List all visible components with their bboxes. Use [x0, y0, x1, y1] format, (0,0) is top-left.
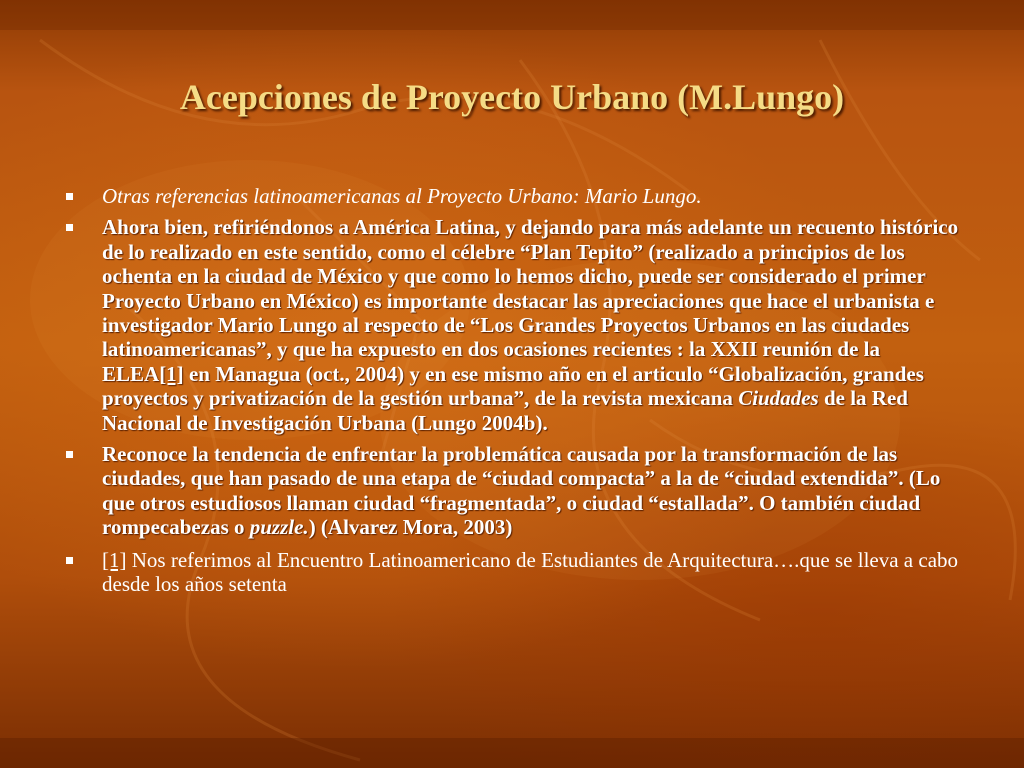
- bullet-item: [60, 184, 960, 208]
- bullet-item: [60, 215, 960, 435]
- footnote-text: Nos referimos al Encuentro Latinoamericano de Estudiantes de Arquitectura….que se lleva a cabo desde los años setenta: [102, 547, 959, 597]
- footnote: [102, 548, 960, 597]
- square-bullet-icon: [66, 224, 73, 231]
- square-bullet-icon: [66, 451, 73, 458]
- square-bullet-icon: [66, 557, 73, 564]
- journal-title: Ciudades: [738, 386, 819, 411]
- bullet-text: Otras referencias latinoamericanas al Proyecto Urbano: Mario Lungo.: [102, 184, 702, 208]
- slide-title: Acepciones de Proyecto Urbano (M.Lungo): [179, 77, 845, 117]
- bullet-text: en Managua (oct., 2004) y en ese mismo año en el articulo “Globalización, grandes proyectos y privatización de la gestión urbana”, de la revista mexicana: [102, 361, 924, 411]
- square-bullet-icon: [66, 193, 73, 200]
- bullet-item: [60, 548, 960, 597]
- bullet-item: [60, 442, 960, 540]
- slide-body: [60, 184, 960, 604]
- bullet-text: Reconoce la tendencia de enfrentar la problemática causada por la transformación de las ciudades, que han pasado de una etapa de “ciudad compacta” a la de “ciudad extendida”. (Lo que otros estudiosos llaman ciudad “fragmentada”, o ciudad “estallada”. O también ciudad rompecabezas o: [102, 442, 941, 540]
- footnote-link[interactable]: [1]: [102, 547, 127, 572]
- bullet-text: de la Red Nacional de Investigación Urbana (Lungo 2004b).: [102, 386, 908, 435]
- bullet-text: Ahora bien, refiriéndonos a América Latina, y dejando para más adelante un recuento histórico de lo realizado en este sentido, como el célebre “Plan Tepito” (realizado a principios de los ochenta en la ciudad de México y que como lo hemos dicho, puede ser considerado el primer Proyecto Urbano en México) es importante destacar las apreciaciones que hace el urbanista e investigador Mario Lungo al respecto de “Los Grandes Proyectos Urbanos en las ciudades latinoamericanas”, y que ha expuesto en dos ocasiones recientes : la XXII reunión de la ELEA: [102, 215, 959, 386]
- italic-term: puzzle.: [249, 515, 309, 540]
- bullet-text: ) (Alvarez Mora, 2003): [308, 515, 513, 540]
- footnote-link[interactable]: [1]: [159, 361, 184, 386]
